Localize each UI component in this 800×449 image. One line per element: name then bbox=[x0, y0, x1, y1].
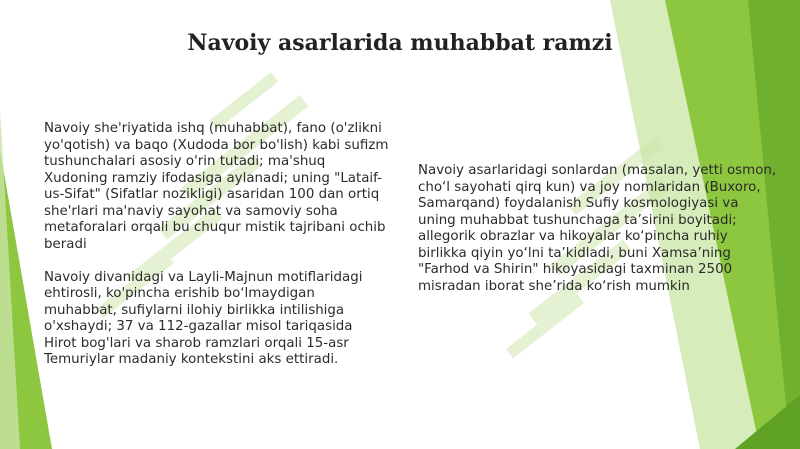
left-text-column bbox=[44, 121, 389, 369]
right-paragraph-1: Navoiy asarlaridagi sonlardan (masalan, yetti osmon, cho‘l sayohati qirq kun) va joy nomlaridan (Buxoro, Samarqand) foydalanish Sufiy kosmologiyasi va uning muhabbat tushunchaga ta’sirini boyitadi; allegorik obrazlar va hikoyalar ko‘pincha ruhiy birlikka qiyin yo‘lni ta’kidladi, buni Xamsa’ning "Farhod va Shirin" hikoyasidagi taxminan 2500 misradan iborat she’rida ko‘rish mumkin bbox=[418, 163, 777, 294]
slide-title: Navoiy asarlarida muhabbat ramzi bbox=[187, 30, 613, 56]
left-paragraph-1: Navoiy she'riyatida ishq (muhabbat), fano (o'zlikni yo'qotish) va baqo (Xudoda bor bo'lish) kabi sufizm tushunchalari asosiy o'rin tutadi; ma'shuq Xudoning ramziy ifodasiga aylanadi; uning "Lataif-us-Sifat" (Sifatlar nozikligi) asaridan 100 dan ortiq she'rlari ma'naviy sayohat va samoviy soha metaforalari orqali bu chuqur mistik tajribani ochib beradi bbox=[44, 121, 389, 252]
right-text-column bbox=[418, 163, 780, 295]
left-paragraph-2: Navoiy divanidagi va Layli-Majnun motiflaridagi ehtirosli, ko'pincha erishib boʻlmaydigan muhabbat, sufiylarni ilohiy birlikka intilishiga o'xshaydi; 37 va 112-gazallar misol tariqasida Hirot bog'lari va sharob ramzlari orqali 15-asr Temuriylar madaniy kontekstini aks ettiradi. bbox=[44, 269, 363, 367]
